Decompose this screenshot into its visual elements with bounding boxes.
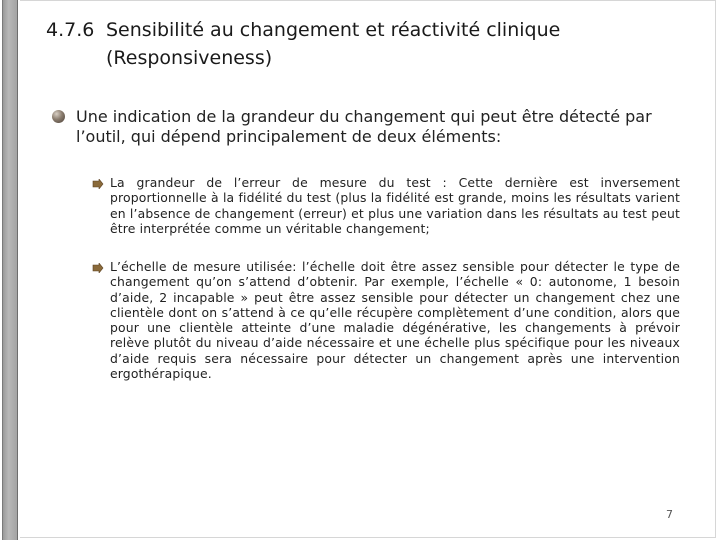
page-number: 7 (666, 508, 673, 521)
title-line-2: (Responsiveness) (106, 47, 273, 69)
left-decorative-bar (2, 0, 18, 540)
sub-bullet-2-text: L’échelle de mesure utilisée: l’échelle doit être assez sensible pour détecter le type de changement qu’on s’attend d’obtenir. Par exemple, l’échelle « 0: autonome, 1 besoin d’aide, 2 incapable » peut être assez sensible pour détecter un changement chez une clientèle dont on s’attend à ce qu’elle récupère complètement d’une condition, alors que pour une clientèle atteinte d’une maladie dégénérative, les changements à prévoir relève plutôt du niveau d’aide nécessaire et une échelle plus spécifique pour les niveaux d’aide requis sera nécessaire pour détecter un changement après une intervention ergothérapique. (110, 259, 680, 382)
main-bullet-text: Une indication de la grandeur du changement qui peut être détecté par l’outil, qui dépend principalement de deux éléments: (76, 107, 652, 146)
round-bullet-icon (52, 110, 65, 123)
slide-title (46, 16, 686, 72)
section-number: 4.7.6 (46, 19, 95, 41)
title-line-1: Sensibilité au changement et réactivité clinique (106, 19, 561, 41)
arrow-bullet-icon (92, 179, 104, 189)
arrow-bullet-icon (92, 263, 104, 273)
sub-bullet-1-text: La grandeur de l’erreur de mesure du test : Cette dernière est inversement proportionnelle à la fidélité du test (plus la fidélité est grande, moins les résultats varient en l’absence de changement (erreur) et plus une variation dans les résultats au test peut être interprétée comme un véritable changement; (110, 175, 680, 236)
